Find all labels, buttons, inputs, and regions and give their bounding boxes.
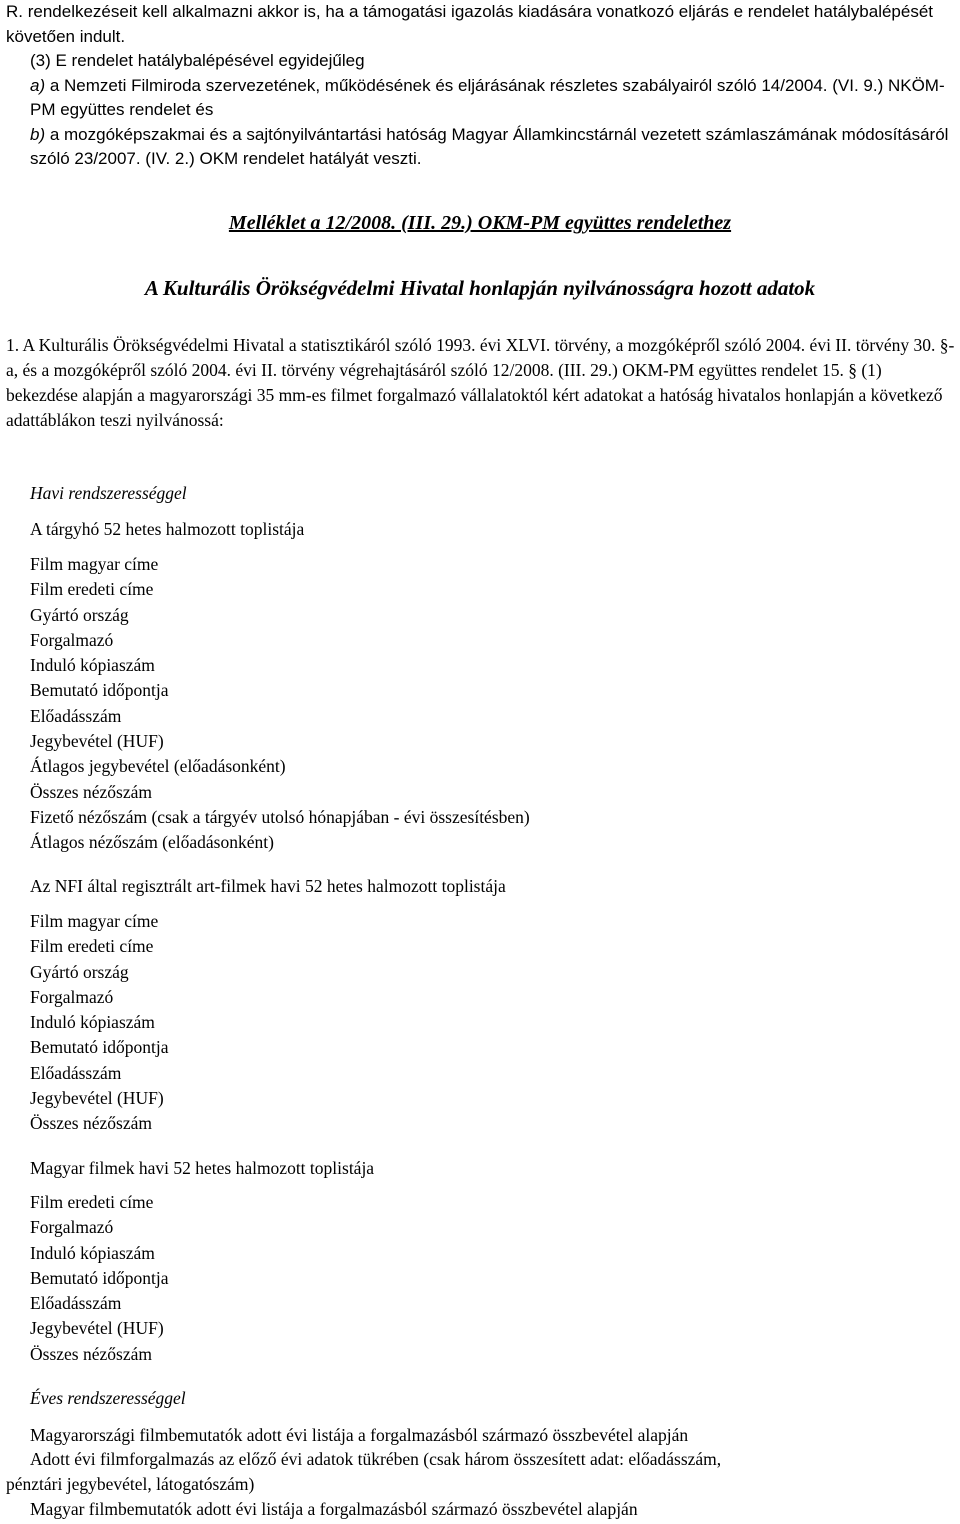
list-item: Film eredeti címe — [30, 579, 154, 600]
list-item: Jegybevétel (HUF) — [30, 731, 164, 752]
list-item: Előadásszám — [30, 1293, 122, 1314]
list3-title: Magyar filmek havi 52 hetes halmozott toplistája — [30, 1158, 375, 1178]
list-item: Film magyar címe — [30, 554, 159, 574]
list-item: Induló kópiaszám — [30, 1242, 155, 1263]
yearly-item-2-line1: Adott évi filmforgalmazás az előző évi adatok tükrében (csak három összesített adat: előadásszám, — [30, 1449, 722, 1469]
clause-b-marker: b) — [30, 124, 46, 144]
list-item: Induló kópiaszám — [30, 1012, 155, 1033]
paragraph-1 — [6, 333, 956, 433]
list-item: Előadásszám — [30, 705, 122, 726]
yearly-item-2-line2: pénztári jegybevétel, látogatószám) — [6, 1474, 255, 1494]
paragraph-1-text: 1. A Kulturális Örökségvédelmi Hivatal a statisztikáról szóló 1993. évi XLVI. törvény, a mozgóképről szóló 2004. évi II. törvény 30. §-a, és a mozgóképről szóló 2004. évi II. törvény végrehajtásáról szóló 12/2008. (III. 29.) OKM-PM együttes rendelet 15. § (1) bekezdése alapján a magyarországi 35 mm-es filmet forgalmazó vállalatoktól kért adatokat a hatóság hivatalos honlapján a következő adattáblákon teszi nyilvánossá: — [6, 335, 955, 430]
list-item: Film eredeti címe — [30, 1192, 154, 1212]
list2 — [30, 909, 169, 1137]
yearly-item-2 — [6, 1447, 956, 1497]
list-item: Átlagos nézőszám (előadásonként) — [30, 832, 274, 853]
list-item: Összes nézőszám — [30, 1343, 152, 1364]
list-item: Előadásszám — [30, 1062, 122, 1083]
list3 — [30, 1190, 169, 1367]
clause-a — [6, 74, 956, 123]
list-item: Forgalmazó — [30, 986, 114, 1007]
top-section — [6, 0, 956, 172]
section-monthly-label: Havi rendszerességgel — [30, 483, 187, 503]
annex-subheading: A Kulturális Örökségvédelmi Hivatal honlapján nyilvánosságra hozott adatok — [144, 276, 816, 300]
paragraph-3: (3) E rendelet hatálybalépésével egyidejűleg — [30, 51, 365, 70]
list2-title: Az NFI által regisztrált art-filmek havi 52 hetes halmozott toplistája — [30, 876, 506, 896]
list-item: Jegybevétel (HUF) — [30, 1318, 164, 1339]
list-item: Gyártó ország — [30, 961, 129, 982]
list-item: Átlagos jegybevétel (előadásonként) — [30, 756, 286, 777]
list-item: Gyártó ország — [30, 604, 129, 625]
list-item: Összes nézőszám — [30, 1113, 152, 1134]
paragraph-continuation: R. rendelkezéseit kell alkalmazni akkor is, ha a támogatási igazolás kiadására vonatkozó eljárás e rendelet hatálybalépését követően indult. — [6, 2, 934, 46]
list-item: Forgalmazó — [30, 629, 114, 650]
list1 — [30, 552, 530, 856]
section-yearly-label: Éves rendszerességgel — [30, 1388, 186, 1408]
yearly-item-1: Magyarországi filmbemutatók adott évi listája a forgalmazásból származó összbevétel alapján — [30, 1425, 689, 1445]
list-item: Fizető nézőszám (csak a tárgyév utolsó hónapjában - évi összesítésben) — [30, 806, 530, 827]
list-item: Film eredeti címe — [30, 936, 154, 957]
clause-b — [6, 123, 956, 172]
list-item: Összes nézőszám — [30, 781, 152, 802]
clause-a-marker: a) — [30, 75, 46, 95]
clause-a-text: a Nemzeti Filmiroda szervezetének, működésének és eljárásának részletes szabályairól szóló 14/2004. (VI. 9.) NKÖM-PM együttes rendelet és — [30, 75, 945, 119]
list-item: Forgalmazó — [30, 1217, 114, 1238]
list-item: Bemutató időpontja — [30, 680, 169, 701]
yearly-item-3: Magyar filmbemutatók adott évi listája a forgalmazásból származó összbevétel alapján — [30, 1499, 638, 1519]
list-item: Jegybevétel (HUF) — [30, 1088, 164, 1109]
clause-b-text: a mozgóképszakmai és a sajtónyilvántartási hatóság Magyar Államkincstárnál vezetett számlaszámának módosításáról szóló 23/2007. (IV. 2.) OKM rendelet hatályát veszti. — [30, 124, 949, 168]
annex-heading: Melléklet a 12/2008. (III. 29.) OKM-PM együttes rendelethez — [228, 212, 732, 234]
list-item: Bemutató időpontja — [30, 1267, 169, 1288]
list-item: Film magyar címe — [30, 911, 159, 931]
list-item: Bemutató időpontja — [30, 1037, 169, 1058]
list1-title: A tárgyhó 52 hetes halmozott toplistája — [30, 519, 305, 539]
list-item: Induló kópiaszám — [30, 655, 155, 676]
